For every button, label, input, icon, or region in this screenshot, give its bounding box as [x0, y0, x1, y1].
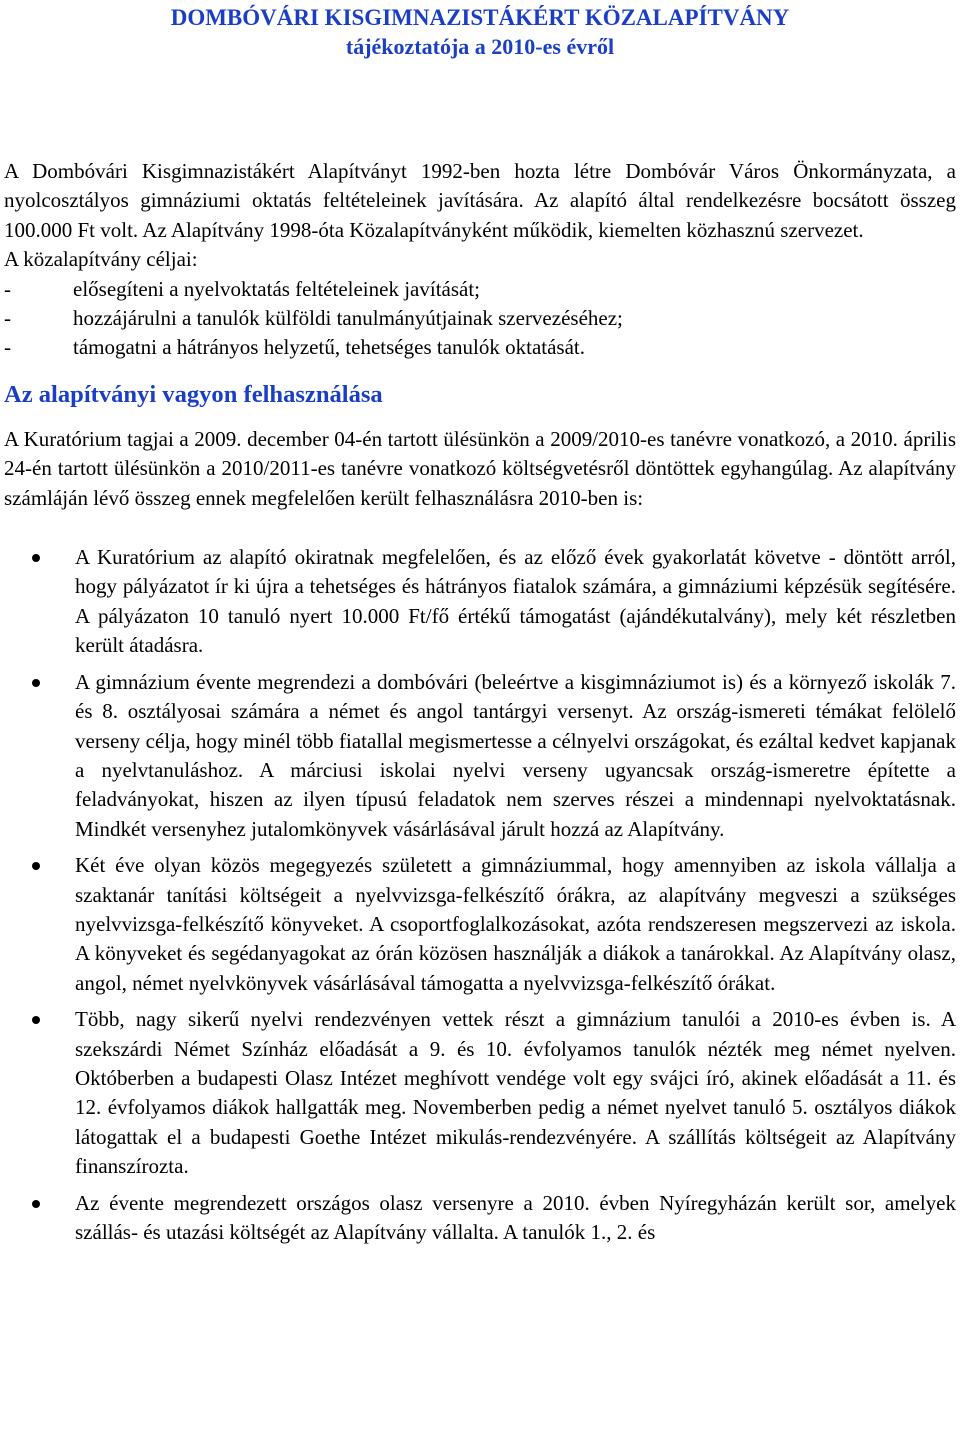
bullet-icon	[32, 679, 40, 687]
list-item	[4, 304, 956, 333]
list-item	[4, 1005, 956, 1181]
title-block	[4, 3, 956, 61]
goal-text: elősegíteni a nyelvoktatás feltételeinek javítását;	[73, 276, 481, 301]
list-item	[4, 333, 956, 362]
kuratorium-paragraph: A Kuratórium tagjai a 2009. december 04-én tartott ülésünkön a 2009/2010-es tanévre vonatkozó, a 2010. április 24-én tartott ülésünkön a 2010/2011-es tanévre vonatkozó költségvetésről döntöttek egyhangúlag. Az alapítvány számláján lévő összeg ennek megfelelően került felhasználásra 2010-ben is:	[4, 426, 956, 510]
goals-list	[4, 275, 956, 363]
section-heading: Az alapítványi vagyon felhasználása	[4, 380, 383, 408]
goal-text: támogatni a hátrányos helyzetű, tehetséges tanulók oktatását.	[73, 335, 585, 360]
dash-marker: -	[4, 306, 11, 331]
bullet-list	[4, 543, 956, 1247]
bullet-icon	[32, 554, 40, 562]
list-item	[4, 851, 956, 998]
bullet-icon	[32, 1016, 40, 1024]
goal-text: hozzájárulni a tanulók külföldi tanulmányútjainak szervezéséhez;	[73, 306, 623, 331]
list-item	[4, 543, 956, 661]
dash-marker: -	[4, 276, 11, 301]
bullet-text: Két éve olyan közös megegyezés született a gimnáziummal, hogy amennyiben az iskola vállalja a szaktanár tanítási költségeit a nyelvvizsga-felkészítő órákra, az alapítvány megveszi a szükséges nyelvvizsga-felkészítő könyveket. A csoportfoglalkozásokat, azóta rendszeresen megszervezi az iskola. A könyveket és segédanyagokat az órán közösen használják a diákok a tanárokkal. Az Alapítvány olasz, angol, német nyelvkönyvek vásárlásával támogatta a nyelvvizsga-felkészítő órákat.	[75, 853, 956, 995]
bullet-text: Több, nagy sikerű nyelvi rendezvényen vettek részt a gimnázium tanulói a 2010-es évben is. A szekszárdi Német Színház előadását a 9. és 10. évfolyamos tanulók nézték meg német nyelven. Októberben a budapesti Olasz Intézet meghívott vendége volt egy svájci író, akinek előadását a 11. és 12. évfolyamos diákok hallgatták meg. Novemberben pedig a német nyelvet tanuló 5. osztályos diákok látogattak el a budapesti Goethe Intézet mikulás-rendezvényére. A szállítás költségeit az Alapítvány finanszírozta.	[75, 1007, 956, 1179]
intro-section	[4, 157, 956, 363]
document-subtitle: tájékoztatója a 2010-es évről	[345, 34, 615, 59]
list-item	[4, 668, 956, 844]
document-title: DOMBÓVÁRI KISGIMNAZISTÁKÉRT KÖZALAPÍTVÁNY	[170, 5, 790, 30]
dash-marker: -	[4, 335, 11, 360]
bullet-icon	[32, 862, 40, 870]
goals-label: A közalapítvány céljai:	[4, 247, 198, 272]
bullet-text: Az évente megrendezett országos olasz versenyre a 2010. évben Nyíregyházán került sor, amelyek szállás- és utazási költségét az Alapítvány vállalta. A tanulók 1., 2. és	[75, 1190, 956, 1244]
list-item	[4, 275, 956, 304]
bullet-text: A Kuratórium az alapító okiratnak megfelelően, és az előző évek gyakorlatát követve - döntött arról, hogy pályázatot ír ki újra a tehetséges és hátrányos fiatalok számára, a gimnáziumi képzésük segítésére. A pályázaton 10 tanuló nyert 10.000 Ft/fő értékű támogatást (ajándékutalvány), mely két részletben került átadásra.	[75, 545, 956, 658]
intro-paragraph: A Dombóvári Kisgimnazistákért Alapítványt 1992-ben hozta létre Dombóvár Város Önkormányzata, a nyolcosztályos gimnáziumi oktatás feltételeinek javítására. Az alapító által rendelkezésre bocsátott összeg 100.000 Ft volt. Az Alapítvány 1998-óta Közalapítványként működik, kiemelten közhasznú szervezet.	[4, 159, 956, 242]
bullet-text: A gimnázium évente megrendezi a dombóvári (beleértve a kisgimnáziumot is) és a környező iskolák 7. és 8. osztályosai számára a német és angol tantárgyi versenyt. Az ország-ismereti témákat felölelő verseny célja, hogy minél több fiatallal megismertesse a célnyelvi országokat, és ezáltal kedvet kapjanak a nyelvtanuláshoz. A márciusi iskolai nyelvi verseny ugyancsak ország-ismeretre építette a feladványokat, hiszen az ilyen típusú feladatok nem szerves részei a mindennapi nyelvoktatásnak. Mindkét versenyhez jutalomkönyvek vásárlásával járult hozzá az Alapítvány.	[75, 669, 956, 841]
list-item	[4, 1189, 956, 1248]
bullet-icon	[32, 1200, 40, 1208]
